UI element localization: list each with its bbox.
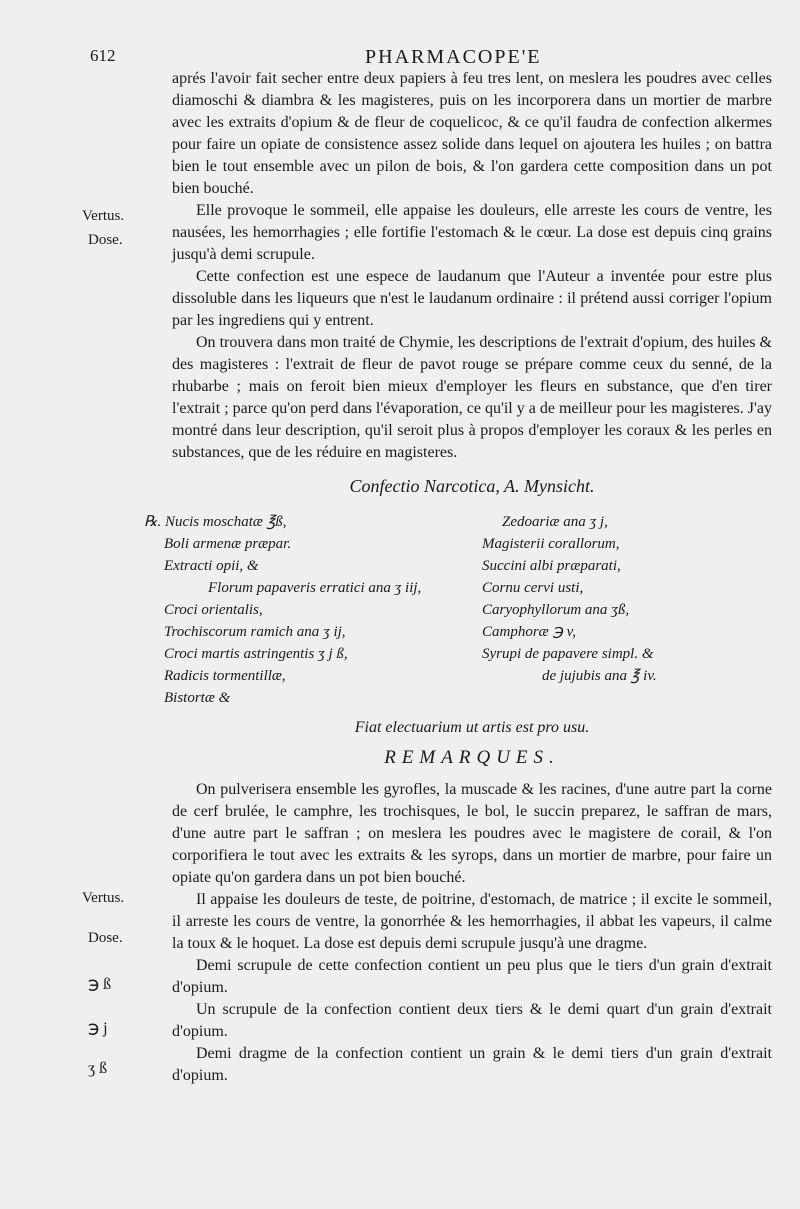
margin-note-dose-2: Dose. bbox=[88, 930, 123, 946]
paragraph-remarques: On pulverisera ensemble les gyrofles, la muscade & les racines, d'une autre part la corne de cerf brulée, le camphre, les trochisques, le bol, le succin preparez, le saffran de mars, d'une autre part le saffran ; on meslera les poudres avec le magistere de corail, & l'on corporifiera le tout avec les extraits & les syrops, dans un mortier de marbre, pour faire un opiate qu'on gardera dans un pot bien bouché. bbox=[172, 781, 772, 886]
ingredient-line: Croci orientalis, bbox=[164, 602, 263, 618]
ingredient-line: Radicis tormentillæ, bbox=[164, 668, 286, 684]
recipe-directive: Fiat electuarium ut artis est pro usu. bbox=[354, 719, 590, 736]
paragraph-vertus: Elle provoque le sommeil, elle appaise les douleurs, elle arreste les cours de ventre, les nausées, les hemorrhagies ; elle fortifie l'estomach & le cœur. La dose est depuis cinq grains jusqu'à demi scrupule. bbox=[172, 202, 772, 263]
ingredient-line: Bistortæ & bbox=[164, 690, 231, 706]
margin-note-vertus: Vertus. bbox=[82, 208, 125, 224]
ingredient-line: Camphoræ ℈ v, bbox=[482, 624, 576, 640]
ingredient-line: Caryophyllorum ana ʒß, bbox=[482, 602, 630, 618]
recipe-column-left bbox=[144, 511, 464, 709]
margin-symbol-scruple: ℈ j bbox=[88, 1020, 108, 1037]
ingredient-line: Syrupi de papavere simpl. & bbox=[482, 646, 654, 662]
ingredient-line: Cornu cervi usti, bbox=[482, 580, 584, 596]
recipe-title: Confectio Narcotica, A. Mynsicht. bbox=[349, 476, 595, 496]
text-body bbox=[144, 68, 772, 1087]
paragraph-chymie: On trouvera dans mon traité de Chymie, les descriptions de l'extrait d'opium, des huiles & des magisteres : l'extrait de fleur de pavot rouge se prépare comme ceux du senné, de la rhubarbe ; mais on feroit bien mieux d'employer les fleurs en substance, que d'en tirer l'extrait ; parce qu'on perd dans l'évaporation, ce qu'il y a de meilleur pour les magisteres. J'ay montré dans leur description, qu'il seroit plus à propos d'employer les coraux & les perles en substances, que de les réduire en magisteres. bbox=[172, 334, 772, 461]
ingredient-line: Trochiscorum ramich ana ʒ ij, bbox=[164, 624, 346, 640]
ingredient-line: de jujubis ana ℥ iv. bbox=[542, 668, 657, 684]
recipe-ingredients bbox=[144, 511, 772, 709]
ingredient-line: Succini albi præparati, bbox=[482, 558, 621, 574]
ingredient-line: Magisterii corallorum, bbox=[482, 536, 620, 552]
margin-symbol-half-dram: ʒ ß bbox=[88, 1060, 108, 1077]
ingredient-line: Croci martis astringentis ʒ j ß, bbox=[164, 646, 348, 662]
paragraph-laudanum: Cette confection est une espece de laudanum que l'Auteur a inventée pour estre plus dissoluble dans les liqueurs que n'est le laudanum ordinaire : il prétend aussi corriger l'opium par les ingrediens qui y entrent. bbox=[172, 268, 772, 329]
paragraph-preparation: aprés l'avoir fait secher entre deux papiers à feu tres lent, on meslera les poudres avec celles diamoschi & diambra & les magisteres, puis on les incorporera dans un mortier de marbre avec les extraits d'opium & de fleur de coquelicoc, & ce qu'il faudra de confection alkermes pour faire un opiate de consistence assez solide dans lequel on ajoutera les huiles ; on battra bien le tout ensemble avec un pilon de bois, & l'on gardera cette composition dans un pot bien bouché. bbox=[172, 70, 772, 197]
running-head: PHARMACOPE'E bbox=[365, 46, 542, 68]
margin-symbol-half-scruple: ℈ ß bbox=[88, 976, 112, 993]
section-heading-remarques: REMARQUES. bbox=[384, 747, 560, 768]
page-number: 612 bbox=[90, 46, 116, 65]
paragraph-half-dram: Demi dragme de la confection contient un grain & le demi tiers d'un grain d'extrait d'opium. bbox=[172, 1045, 772, 1084]
ingredient-line: Extracti opii, & bbox=[164, 558, 259, 574]
ingredient-line: Boli armenæ præpar. bbox=[164, 536, 292, 552]
ingredient-line: ℞. Nucis moschatæ ℥ß, bbox=[144, 514, 287, 530]
ingredient-line: Zedoariæ ana ʒ j, bbox=[502, 514, 608, 530]
paragraph-vertus-2: Il appaise les douleurs de teste, de poitrine, d'estomach, de matrice ; il excite le sommeil, il arreste les cours de ventre, la gonorrhée & les hemorrhagies, il abbat les vapeurs, il calme la toux & le hoquet. La dose est depuis demi scrupule jusqu'à une dragme. bbox=[172, 891, 772, 952]
ingredient-line: Florum papaveris erratici ana ʒ iij, bbox=[208, 580, 422, 596]
paragraph-scruple: Un scrupule de la confection contient deux tiers & le demi quart d'un grain d'extrait d'opium. bbox=[172, 1001, 772, 1040]
recipe-column-right bbox=[482, 511, 782, 687]
margin-note-dose: Dose. bbox=[88, 232, 123, 248]
paragraph-half-scruple: Demi scrupule de cette confection contient un peu plus que le tiers d'un grain d'extrait d'opium. bbox=[172, 957, 772, 996]
margin-note-vertus-2: Vertus. bbox=[82, 890, 125, 906]
